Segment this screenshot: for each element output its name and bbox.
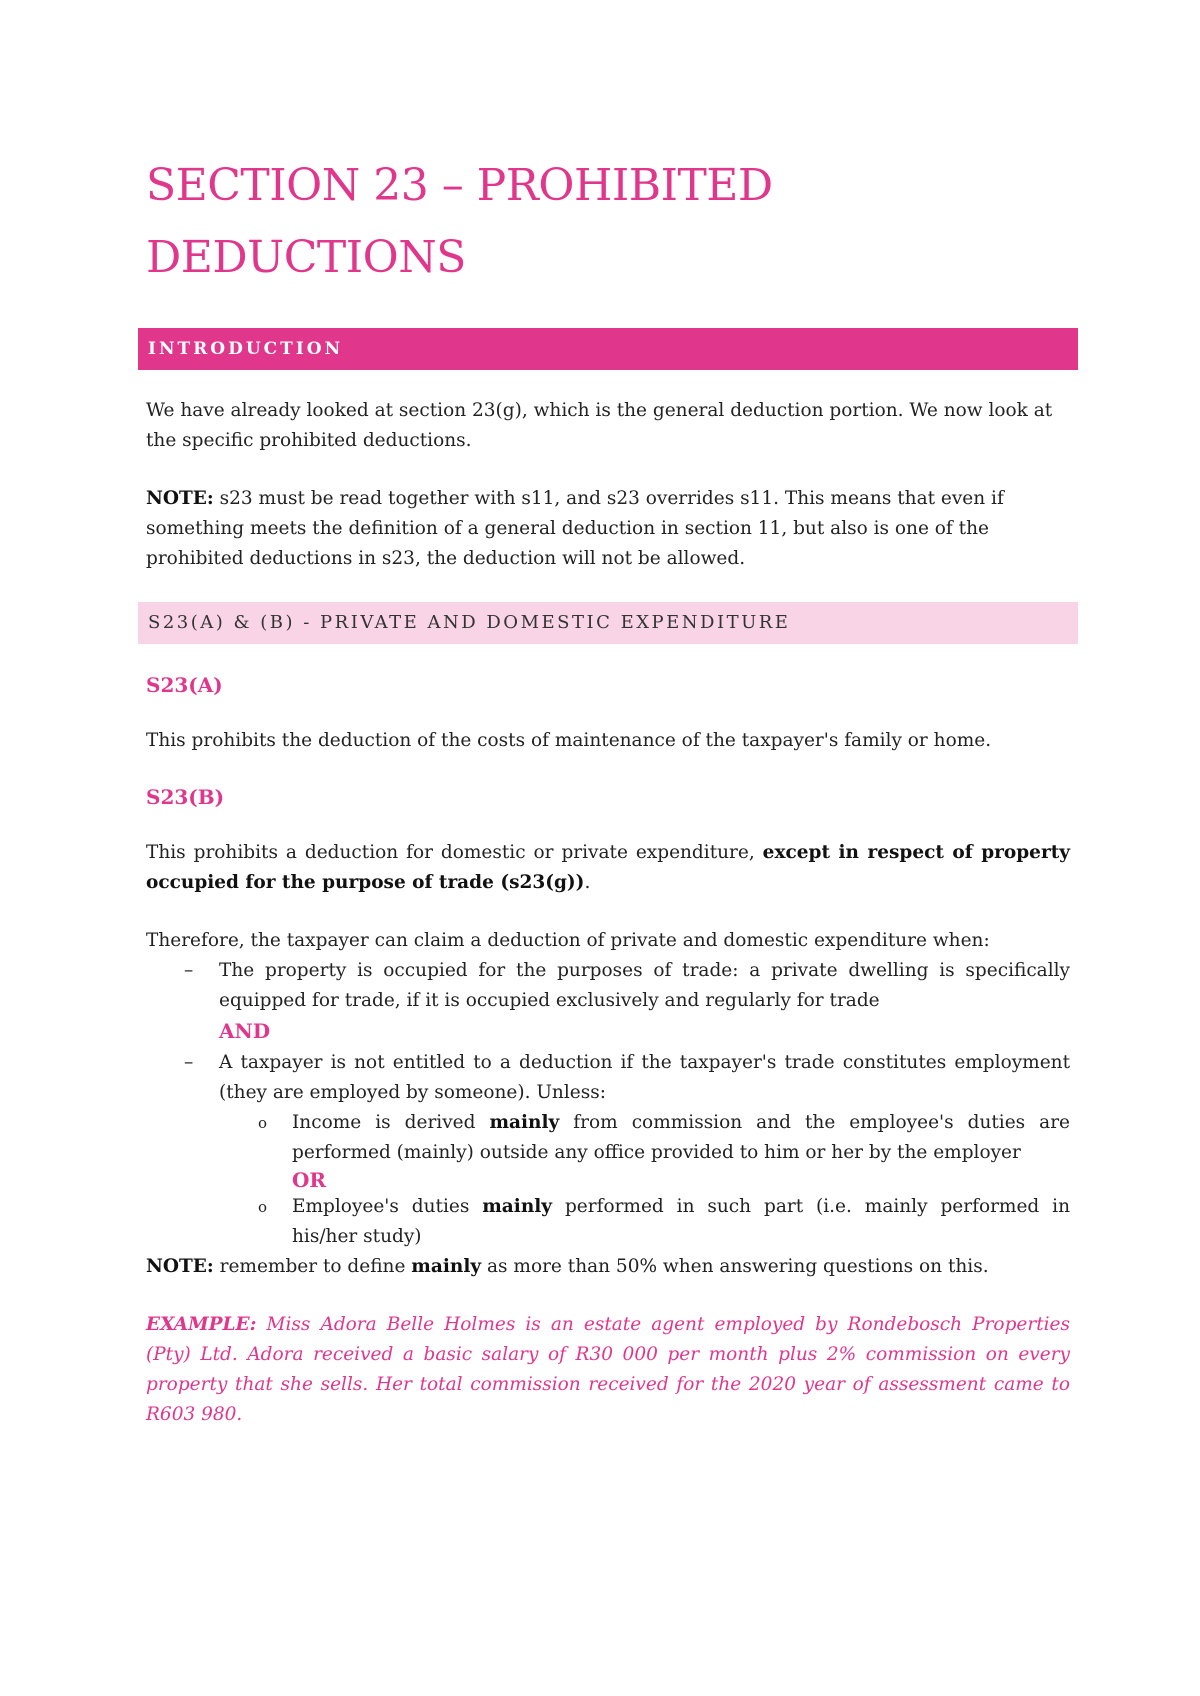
list-item <box>146 1048 1070 1108</box>
exceptions-list <box>146 1108 1070 1252</box>
sub-2-bold: mainly <box>482 1196 553 1217</box>
or-connector: OR <box>292 1168 327 1192</box>
s23b-text-start: This prohibits a deduction for domestic or private expenditure, <box>146 842 763 863</box>
note-2-label: NOTE: <box>146 1256 214 1277</box>
conditions-list <box>146 956 1070 1108</box>
list-item <box>146 956 1070 1048</box>
example-paragraph <box>146 1310 1070 1430</box>
s23ab-heading: S23(A) & (B) - PRIVATE AND DOMESTIC EXPENDITURE <box>138 602 1078 644</box>
s23b-subheading: S23(B) <box>146 785 225 809</box>
note-2-bold: mainly <box>411 1256 482 1277</box>
intro-note-paragraph <box>146 484 1070 574</box>
note-text: s23 must be read together with s11, and s23 overrides s11. This means that even if something meets the definition of a general deduction in section 11, but also is one of the prohibited deductions in s23, the deduction will not be allowed. <box>146 488 1004 569</box>
mainly-note-paragraph <box>146 1252 1070 1282</box>
bullet-2-text: A taxpayer is not entitled to a deduction if the taxpayer's trade constitutes employment (they are employed by someone). Unless: <box>219 1052 1070 1103</box>
dash-marker: – <box>184 1052 194 1073</box>
or-connector-line <box>146 1168 1070 1192</box>
page-content <box>146 150 1070 1430</box>
list-item <box>146 1108 1070 1168</box>
and-connector: AND <box>219 1019 271 1043</box>
title-line-2: DEDUCTIONS <box>146 232 466 283</box>
bullet-1-text: The property is occupied for the purposes of trade: a private dwelling is specifically equipped for trade, if it is occupied exclusively and regularly for trade <box>219 960 1070 1011</box>
example-label: EXAMPLE: <box>146 1314 257 1335</box>
intro-paragraph: We have already looked at section 23(g), which is the general deduction portion. We now look at the specific prohibited deductions. <box>146 400 1053 451</box>
circle-bullet-marker: o <box>258 1198 268 1216</box>
s23b-text-end: . <box>584 872 591 893</box>
list-item <box>146 1192 1070 1252</box>
therefore-paragraph: Therefore, the taxpayer can claim a deduction of private and domestic expenditure when: <box>146 930 990 951</box>
page-title <box>146 150 1070 294</box>
dash-marker: – <box>184 960 194 981</box>
note-label: NOTE: <box>146 488 214 509</box>
s23a-subheading: S23(A) <box>146 673 223 697</box>
sub-1-end: from commission and the employee's duties are performed (mainly) outside any office provided to him or her by the employer <box>292 1112 1071 1163</box>
circle-bullet-marker: o <box>258 1114 268 1132</box>
s23b-text-bold: except in respect of property occupied for the purpose of trade (s23(g)) <box>146 842 1070 893</box>
sub-1-bold: mainly <box>489 1112 560 1133</box>
s23b-paragraph <box>146 838 1070 898</box>
introduction-heading: INTRODUCTION <box>138 328 1078 370</box>
s23a-paragraph: This prohibits the deduction of the costs of maintenance of the taxpayer's family or home. <box>146 730 992 751</box>
sub-2-start: Employee's duties <box>292 1196 483 1217</box>
note-2-start: remember to define <box>213 1256 412 1277</box>
sub-1-start: Income is derived <box>292 1112 490 1133</box>
title-line-1: SECTION 23 – PROHIBITED <box>146 160 773 211</box>
example-text: Miss Adora Belle Holmes is an estate agent employed by Rondebosch Properties (Pty) Ltd. Adora received a basic salary of R30 000 per month plus 2% commission on every property that she sells. Her total commission received for the 2020 year of assessment came to R603 980. <box>146 1314 1070 1425</box>
note-2-end: as more than 50% when answering questions on this. <box>481 1256 989 1277</box>
sub-2-end: performed in such part (i.e. mainly performed in his/her study) <box>292 1196 1070 1247</box>
